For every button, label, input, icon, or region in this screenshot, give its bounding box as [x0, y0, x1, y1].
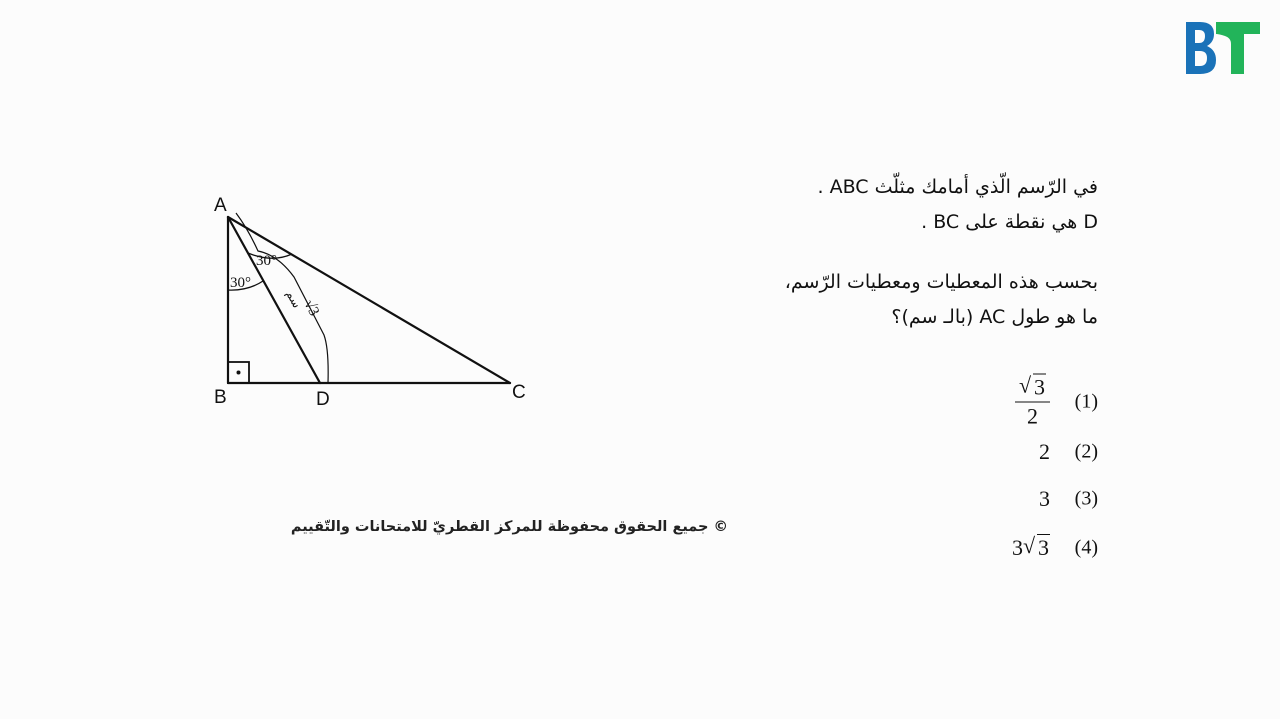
- option-1-number: (1): [1074, 390, 1098, 413]
- side-ac: [228, 217, 510, 383]
- right-angle-dot: [237, 371, 241, 375]
- option-4-number: (4): [1074, 536, 1098, 559]
- question-line-4: ما هو طول AC (بالـ سم)؟: [891, 306, 1098, 328]
- option-4-value: 3 √ 3: [1012, 533, 1049, 560]
- question-line-3: بحسب هذه المعطيات ومعطيات الرّسم،: [784, 271, 1098, 293]
- option-1[interactable]: [960, 372, 1100, 429]
- ad-unit-label: سم: [283, 287, 305, 311]
- label-d: D: [316, 389, 330, 410]
- question-line-2: D هي نقطة على BC .: [921, 211, 1098, 233]
- label-b: B: [214, 387, 227, 408]
- label-c: C: [512, 382, 526, 403]
- option-2-value: 2: [1039, 439, 1050, 464]
- label-a: A: [214, 195, 227, 216]
- angle-dac-label: 30°: [256, 253, 277, 269]
- logo-green-shape: [1216, 22, 1260, 74]
- triangle-figure: [200, 185, 550, 415]
- question-text: [658, 170, 1098, 335]
- logo-blue-shape: [1186, 22, 1216, 74]
- option-1-denominator: 2: [1027, 403, 1038, 429]
- copyright-notice: © جميع الحقوق محفوظة للمركز القطريّ للامتحانات والتّقييم: [290, 519, 728, 535]
- option-4-coefficient: 3: [1012, 535, 1023, 560]
- option-2-number: (2): [1074, 440, 1098, 463]
- option-4[interactable]: [960, 528, 1100, 568]
- angle-bad-label: 30°: [230, 275, 251, 291]
- option-3[interactable]: [960, 479, 1100, 519]
- option-4-radicand: 3: [1038, 535, 1049, 560]
- brand-logo: [1186, 22, 1260, 74]
- option-1-numerator: 3: [1034, 374, 1045, 400]
- option-1-value: [1015, 372, 1050, 430]
- ad-length-label: √3: [300, 297, 322, 319]
- option-3-value: 3: [1039, 486, 1050, 511]
- question-line-1: في الرّسم الّذي أمامك مثلّث ABC .: [817, 176, 1098, 198]
- option-3-number: (3): [1074, 487, 1098, 510]
- fraction: √ 3 2: [1015, 375, 1050, 430]
- option-2[interactable]: [960, 432, 1100, 472]
